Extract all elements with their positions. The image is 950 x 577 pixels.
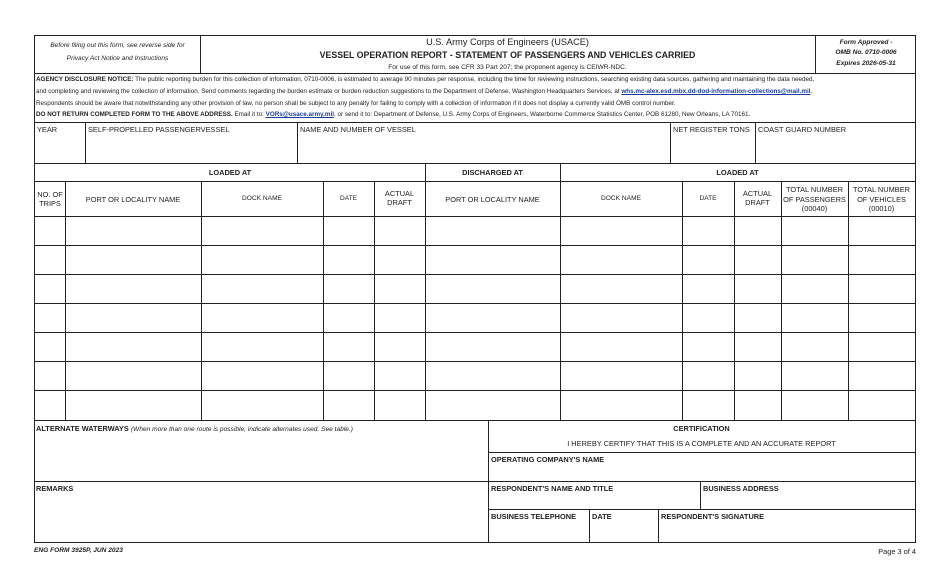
expiration-date: Expires 2026-05-31 bbox=[836, 60, 896, 67]
draft-header: ACTUAL DRAFT bbox=[384, 189, 415, 207]
vors-email-link[interactable]: VORs@usace.army.mil bbox=[265, 111, 334, 118]
coast-guard-field[interactable] bbox=[756, 123, 915, 163]
coast-guard-label: COAST GUARD NUMBER bbox=[758, 125, 847, 134]
certification-statement: I HEREBY CERTIFY THAT THIS IS A COMPLETE AND AN ACCURATE REPORT bbox=[567, 439, 836, 448]
self-propelled-field[interactable] bbox=[86, 123, 297, 163]
form-approved: Form Approved - bbox=[839, 39, 893, 46]
vessel-name-field[interactable] bbox=[298, 123, 670, 163]
remarks-label: REMARKS bbox=[36, 484, 74, 493]
loaded-at-header-2: LOADED AT bbox=[716, 168, 759, 177]
table-row[interactable] bbox=[35, 275, 915, 303]
page-number: Page 3 of 4 bbox=[878, 547, 916, 556]
business-telephone-field[interactable] bbox=[489, 510, 589, 542]
table-row[interactable] bbox=[35, 333, 915, 361]
alternate-waterways-label: ALTERNATE WATERWAYS (When more than one route is possible, indicate alternates used. See table.) bbox=[36, 424, 353, 433]
port-header: PORT OR LOCALITY NAME bbox=[85, 195, 181, 204]
whs-email-link[interactable]: whs.mc-alex.esd.mbx.dd-dod-information-collections@mail.mil bbox=[621, 88, 811, 95]
omb-number: OMB No. 0710-0006 bbox=[835, 49, 897, 56]
disclosure-label: AGENCY DISCLOSURE NOTICE: bbox=[36, 76, 134, 83]
operating-company-field[interactable] bbox=[489, 453, 915, 481]
year-field[interactable] bbox=[35, 123, 85, 163]
table-row[interactable] bbox=[35, 362, 915, 390]
signature-field[interactable] bbox=[659, 510, 915, 542]
disclosure-line1: AGENCY DISCLOSURE NOTICE: The public reporting burden for this collection of information, 0710-0006, is estimated to average 90 minutes per response, including the time for reviewing instructions, searching existing data sources, gathering and maintaining the data needed, bbox=[36, 76, 815, 83]
port-header-2: PORT OR LOCALITY NAME bbox=[445, 195, 540, 204]
business-telephone-label: BUSINESS TELEPHONE bbox=[491, 512, 577, 521]
respondent-name-field[interactable] bbox=[489, 482, 700, 509]
business-address-label: BUSINESS ADDRESS bbox=[703, 484, 779, 493]
date-header: DATE bbox=[339, 195, 358, 202]
passengers-header: TOTAL NUMBER OF PASSENGERS (00040) bbox=[783, 185, 846, 213]
table-row[interactable] bbox=[35, 304, 915, 332]
discharged-at-header: DISCHARGED AT bbox=[462, 168, 523, 177]
disclosure-line3: Respondents should be aware that notwithstanding any other provision of law, no person shall be subject to any penalty for failing to comply with a collection of information if it does not display a currently valid OMB control number. bbox=[36, 100, 676, 107]
operating-company-label: OPERATING COMPANY'S NAME bbox=[491, 455, 605, 464]
form-use-note: For use of this form, see CFR 33 Part 207; the proponent agency is CEIWR-NDC. bbox=[388, 64, 627, 71]
business-address-field[interactable] bbox=[701, 482, 915, 509]
year-label: YEAR bbox=[37, 125, 58, 134]
respondent-name-label: RESPONDENT'S NAME AND TITLE bbox=[491, 484, 614, 493]
alternate-waterways-field[interactable] bbox=[35, 434, 488, 481]
certification-header: CERTIFICATION bbox=[673, 424, 730, 433]
table-row[interactable] bbox=[35, 217, 915, 245]
filing-instruction-line1: Before filing out this form, see reverse side for bbox=[50, 42, 185, 49]
net-tons-field[interactable] bbox=[671, 123, 755, 163]
return-instructions: DO NOT RETURN COMPLETED FORM TO THE ABOVE ADDRESS. Email it to: VORs@usace.army.mil, or send it to: Department of Defense, U.S. Army Corps of Engineers, Waterborne Commerce Statistics Center, POB 61280, New Orleans, LA 70161. bbox=[36, 111, 751, 118]
table-row[interactable] bbox=[35, 246, 915, 274]
disclosure-line2: and completing and reviewing the collection of information. Send comments regarding the burden estimate or burden reduction suggestions to the Department of Defense, Washington Headquarters Services, at whs.mc-alex.esd.mbx.dd-dod-information-collections@mail.mil. bbox=[36, 88, 813, 95]
loaded-at-header: LOADED AT bbox=[208, 168, 252, 177]
date-header-2: DATE bbox=[699, 195, 717, 202]
trips-header: NO. OF TRIPS bbox=[37, 190, 63, 208]
net-tons-label: NET REGISTER TONS bbox=[673, 125, 750, 134]
form-title: VESSEL OPERATION REPORT - STATEMENT OF PASSENGERS AND VEHICLES CARRIED bbox=[319, 50, 696, 60]
filing-instruction-line2: Privacy Act Notice and Instructions bbox=[66, 55, 169, 62]
self-propelled-label: SELF-PROPELLED PASSENGERVESSEL bbox=[88, 125, 230, 134]
vehicles-header: TOTAL NUMBER OF VEHICLES (00010) bbox=[853, 185, 910, 213]
dock-header-2: DOCK NAME bbox=[601, 195, 641, 202]
agency-name: U.S. Army Corps of Engineers (USACE) bbox=[426, 37, 589, 47]
date-label: DATE bbox=[592, 512, 612, 521]
remarks-field[interactable] bbox=[35, 494, 488, 542]
table-row[interactable] bbox=[35, 391, 915, 420]
draft-header-2: ACTUAL DRAFT bbox=[742, 189, 773, 207]
dock-header: DOCK NAME bbox=[242, 195, 282, 202]
date-field[interactable] bbox=[590, 510, 658, 542]
form-id: ENG FORM 3925P, JUN 2023 bbox=[34, 547, 123, 554]
vessel-operation-report-form bbox=[34, 35, 916, 543]
vessel-name-label: NAME AND NUMBER OF VESSEL bbox=[300, 125, 416, 134]
signature-label: RESPONDENT'S SIGNATURE bbox=[661, 512, 765, 521]
